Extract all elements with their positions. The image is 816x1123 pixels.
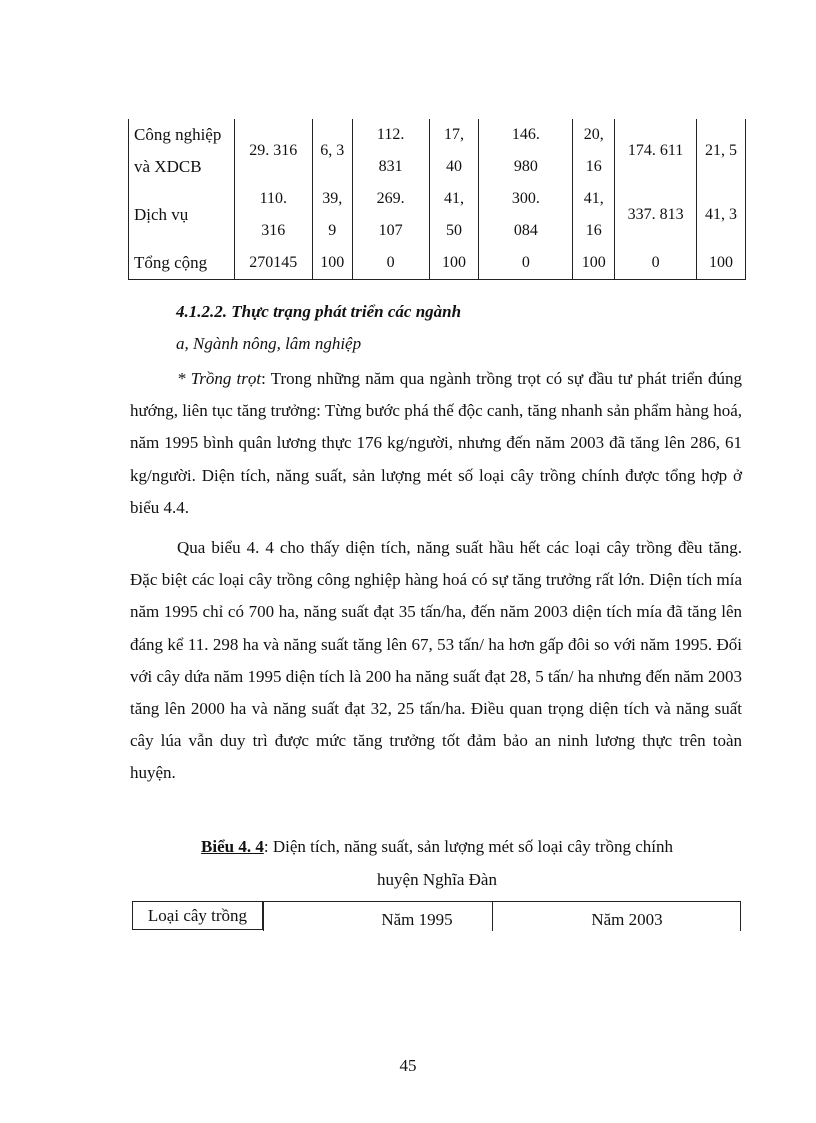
cell-value: 41, 3 bbox=[705, 206, 737, 223]
cell-value: 0 bbox=[386, 254, 395, 271]
cell-value: 100 bbox=[441, 254, 466, 271]
cell-value: 337. 813 bbox=[627, 206, 684, 223]
row-label-line: và XDCB bbox=[134, 157, 202, 176]
table-cell bbox=[573, 119, 615, 183]
paragraph-body: : Trong những năm qua ngành trồng trọt có sự đầu tư phát triển đúng hướng, liên tục tăng trưởng: Từng bước phá thế độc canh, tăng nhanh sản phẩm hàng hoá, năm 1995 bình quân lương thực 176 kg/người, nhưng đến năm 2003 đã tăng lên 286, 61 kg/người. Diện tích, năng suất, sản lượng mét số loại cây trồng chính được tổng hợp ở biểu 4.4. bbox=[130, 369, 742, 517]
table-cell bbox=[429, 247, 479, 280]
cell-value: 107 bbox=[378, 222, 403, 239]
cell-value: 21, 5 bbox=[705, 142, 737, 159]
table-row bbox=[129, 183, 746, 247]
row-label bbox=[129, 119, 235, 183]
cell-value: 270145 bbox=[249, 254, 298, 271]
table-cell bbox=[697, 119, 746, 183]
row-label-line: Công nghiệp bbox=[134, 125, 222, 144]
table-cell bbox=[234, 183, 312, 247]
header-divider bbox=[740, 901, 741, 931]
table-row bbox=[129, 247, 746, 280]
table-cell bbox=[429, 119, 479, 183]
table-cell bbox=[697, 247, 746, 280]
caption-text-line2: huyện Nghĩa Đàn bbox=[377, 870, 497, 889]
cell-value: 084 bbox=[513, 222, 538, 239]
paragraph-lead: * Trồng trọt bbox=[177, 369, 262, 388]
caption-label: Biểu 4. 4 bbox=[201, 837, 264, 856]
table-cell bbox=[479, 183, 573, 247]
crop-table-header bbox=[132, 901, 741, 931]
section-heading: 4.1.2.2. Thực trạng phát triển các ngành bbox=[176, 302, 462, 321]
cell-value: 110. bbox=[259, 190, 287, 207]
table-cell bbox=[429, 183, 479, 247]
table-cell bbox=[615, 119, 697, 183]
cell-value: 20, bbox=[583, 126, 604, 143]
table-cell bbox=[573, 247, 615, 280]
table-cell bbox=[312, 183, 352, 247]
cell-value: 300. bbox=[511, 190, 540, 207]
cell-value: 41, bbox=[583, 190, 604, 207]
section-subheading: a, Ngành nông, lâm nghiệp bbox=[176, 334, 362, 353]
table-cell bbox=[615, 183, 697, 247]
table-cell bbox=[312, 247, 352, 280]
header-divider bbox=[263, 901, 264, 931]
cell-value: 29. 316 bbox=[249, 142, 298, 159]
cell-value: 100 bbox=[709, 254, 733, 271]
caption-text-line1: : Diện tích, năng suất, sản lượng mét số loại cây trồng chính bbox=[263, 837, 673, 856]
table-cell bbox=[312, 119, 352, 183]
row-label-line: Dịch vụ bbox=[134, 205, 189, 224]
cell-value: 980 bbox=[513, 158, 538, 175]
cell-value: 16 bbox=[585, 158, 602, 175]
cell-value: 100 bbox=[581, 254, 606, 271]
cell-value: 100 bbox=[320, 254, 345, 271]
table-cell bbox=[352, 247, 429, 280]
paragraph-analysis: Qua biểu 4. 4 cho thấy diện tích, năng suất hầu hết các loại cây trồng đều tăng. Đặc biệt các loại cây trồng công nghiệp hàng hoá có sự tăng trưởng rất lớn. Diện tích mía năm 1995 chỉ có 700 ha, năng suất đạt 35 tấn/ha, đến năm 2003 diện tích mía đã tăng lên đáng kể 11. 298 ha và năng suất tăng lên 67, 53 tấn/ ha hơn gấp đôi so với năm 1995. Đối với cây dứa năm 1995 diện tích là 200 ha năng suất đạt 28, 5 tấn/ ha nhưng đến năm 2003 tăng lên 2000 ha và năng suất đạt 32, 25 tấn/ha. Điều quan trọng diện tích và năng suất cây lúa vẫn duy trì được mức tăng trưởng tốt đảm bảo an ninh lương thực trên toàn huyện. bbox=[130, 538, 742, 783]
row-label-line: Tổng cộng bbox=[134, 253, 208, 272]
summary-table bbox=[128, 119, 746, 280]
table-row bbox=[129, 119, 746, 183]
table-caption bbox=[128, 830, 746, 896]
cell-value: 6, 3 bbox=[320, 142, 345, 159]
cell-value: 112. bbox=[376, 126, 405, 143]
table-cell bbox=[479, 247, 573, 280]
cell-value: 0 bbox=[651, 254, 660, 271]
cell-value: 39, bbox=[322, 190, 343, 207]
table-cell bbox=[573, 183, 615, 247]
header-year-1995: Năm 1995 bbox=[381, 910, 453, 929]
table-cell bbox=[615, 247, 697, 280]
cell-value: 9 bbox=[328, 222, 337, 239]
cell-value: 831 bbox=[378, 158, 403, 175]
cell-value: 174. 611 bbox=[627, 142, 684, 159]
row-label bbox=[129, 183, 235, 247]
cell-value: 50 bbox=[445, 222, 462, 239]
header-crop-type: Loại cây trồng bbox=[132, 901, 263, 930]
table-cell bbox=[352, 183, 429, 247]
cell-value: 40 bbox=[445, 158, 462, 175]
header-year-2003: Năm 2003 bbox=[591, 910, 663, 929]
row-label bbox=[129, 247, 235, 280]
cell-value: 146. bbox=[511, 126, 540, 143]
table-cell bbox=[352, 119, 429, 183]
header-top-border bbox=[263, 901, 741, 902]
cell-value: 316 bbox=[261, 222, 286, 239]
table-cell bbox=[234, 247, 312, 280]
header-divider bbox=[492, 901, 493, 931]
table-cell bbox=[697, 183, 746, 247]
cell-value: 17, bbox=[443, 126, 464, 143]
page-number: 45 bbox=[399, 1056, 417, 1075]
table-cell bbox=[479, 119, 573, 183]
paragraph-crop-cultivation bbox=[130, 363, 742, 524]
cell-value: 0 bbox=[521, 254, 530, 271]
table-cell bbox=[234, 119, 312, 183]
cell-value: 269. bbox=[376, 190, 405, 207]
cell-value: 41, bbox=[443, 190, 464, 207]
cell-value: 16 bbox=[585, 222, 602, 239]
